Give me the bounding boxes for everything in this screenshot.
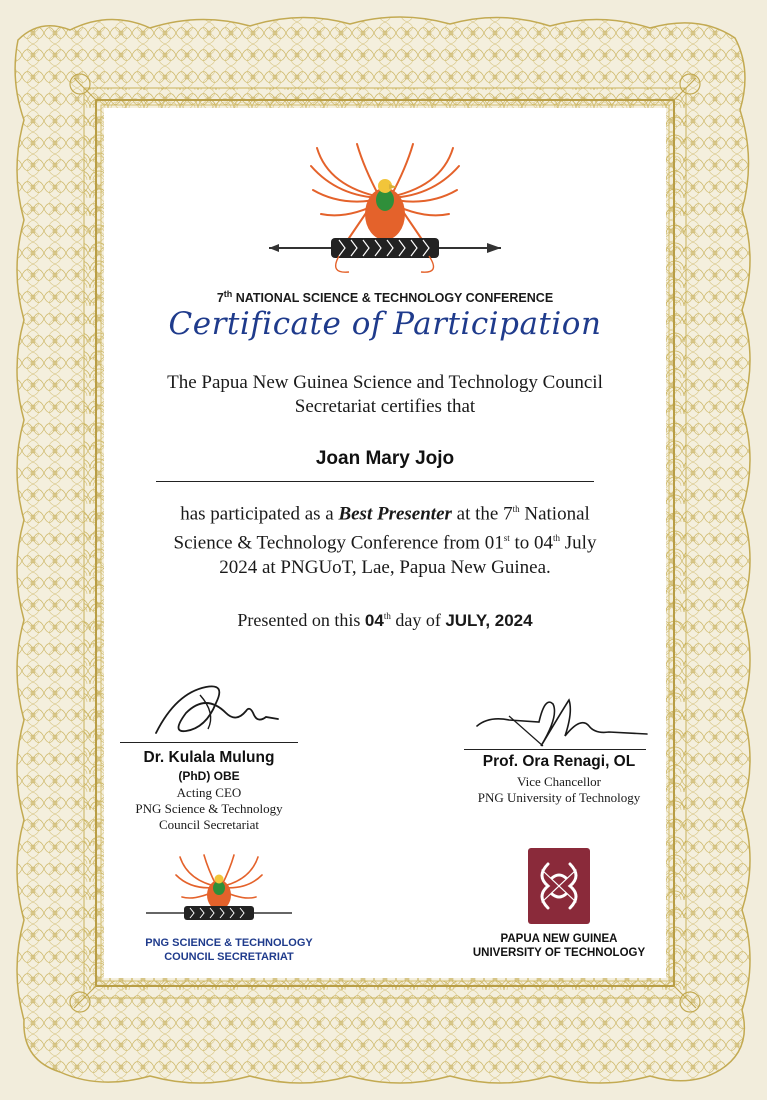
signatory-left-role: Acting CEO bbox=[176, 785, 242, 800]
certificate-sheet bbox=[104, 108, 666, 978]
name-underline bbox=[156, 481, 594, 482]
png-emblem-image bbox=[269, 138, 501, 283]
org-right-name: PAPUA NEW GUINEA UNIVERSITY OF TECHNOLOGY bbox=[472, 933, 646, 959]
org-left-name: PNG SCIENCE & TECHNOLOGY COUNCIL SECRETARIAT bbox=[145, 937, 313, 963]
presented-date: Presented on this 04th day of JULY, 2024 bbox=[237, 610, 533, 630]
signatory-right-role: Vice Chancellor bbox=[516, 774, 602, 789]
participation-description: has participated as a Best Presenter at the 7th National Science & Technology Conference from 01st to 04th July 2024 at PNGUoT, Lae, Papua New Guinea. bbox=[173, 503, 597, 578]
signatory-right-name: Prof. Ora Renagi, OL bbox=[482, 753, 636, 770]
signatory-right-block: Prof. Ora Renagi, OL Vice Chancellor PNG University of Technology bbox=[449, 753, 669, 806]
signatory-left-name: Dr. Kulala Mulung bbox=[143, 749, 275, 766]
signatory-left-credentials: (PhD) OBE bbox=[178, 769, 240, 783]
signature-left bbox=[146, 673, 286, 748]
signature-line-right bbox=[464, 749, 646, 750]
pnguot-logo bbox=[528, 848, 590, 929]
signatory-left-block: Dr. Kulala Mulung (PhD) OBE Acting CEO PNG Science & Technology Council Secretariat bbox=[104, 749, 314, 833]
recipient-name: Joan Mary Jojo bbox=[315, 448, 455, 469]
intro-text: The Papua New Guinea Science and Technology Council Secretariat certifies that bbox=[167, 372, 603, 417]
conference-title: 7th NATIONAL SCIENCE & TECHNOLOGY CONFERENCE bbox=[216, 289, 554, 306]
pngstc-logo bbox=[144, 853, 294, 936]
certificate-title: Certificate of Participation bbox=[168, 306, 602, 342]
signature-line-left bbox=[120, 742, 298, 743]
